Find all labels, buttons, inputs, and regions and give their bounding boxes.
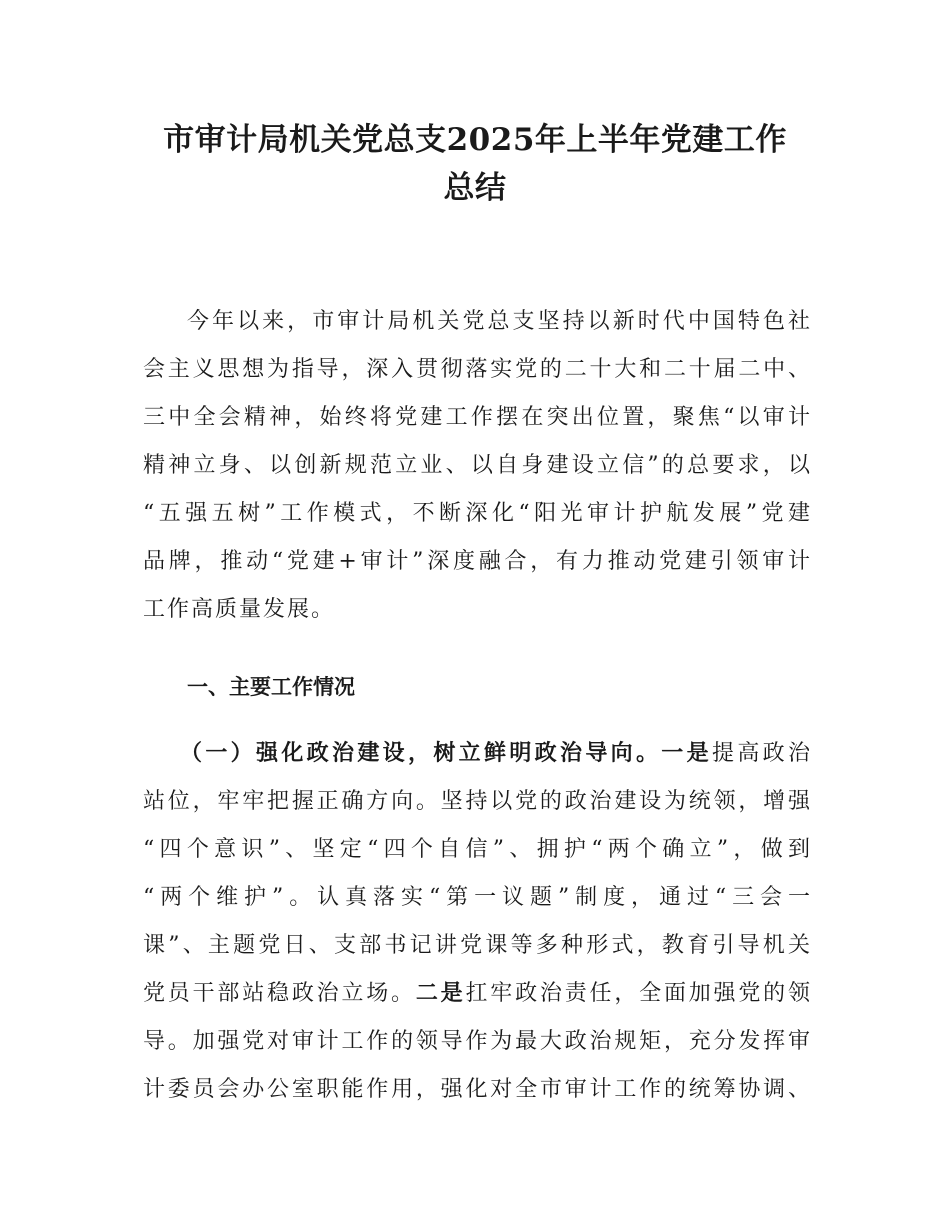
- paragraph-line: “五强五树”工作模式，不断深化“阳光审计护航发展”党建: [143, 501, 810, 526]
- paragraph-line: “四个意识”、坚定“四个自信”、拥护“两个确立”，做到: [143, 837, 810, 862]
- document-title-line-2: 总结: [443, 170, 507, 206]
- paragraph-line: [180, 730, 810, 778]
- paragraph-line: 会主义思想为指导，深入贯彻落实党的二十大和二十届二中、: [143, 357, 810, 382]
- paragraph-line: [143, 970, 810, 1018]
- paragraph-line: “两个维护”。认真落实“第一议题”制度，通过“三会一: [143, 885, 810, 910]
- paragraph-line: 站位，牢牢把握正确方向。坚持以党的政治建设为统领，增强: [143, 789, 810, 814]
- section-heading: 一、主要工作情况: [187, 675, 355, 699]
- paragraph-line: 工作高质量发展。: [143, 597, 336, 622]
- paragraph-line: 计委员会办公室职能作用，强化对全市审计工作的统筹协调、: [143, 1077, 810, 1102]
- paragraph-line: 品牌，推动“党建+审计”深度融合，有力推动党建引领审计: [143, 549, 810, 574]
- paragraph-line: 课”、主题党日、支部书记讲党课等多种形式，教育引导机关: [143, 933, 810, 958]
- emphasis-text: 二是: [415, 981, 466, 1006]
- paragraph-line: 三中全会精神，始终将党建工作摆在突出位置，聚焦“以审计: [143, 405, 810, 430]
- paragraph-text: 扛牢政治责任，全面加强党的领: [465, 981, 810, 1006]
- subsection-heading: （一）强化政治建设，树立鲜明政治导向。一是: [180, 741, 712, 766]
- paragraph-line: 导。加强党对审计工作的领导作为最大政治规矩，充分发挥审: [143, 1029, 810, 1054]
- paragraph-text: 党员干部站稳政治立场。: [143, 981, 416, 1006]
- paragraph-text: 提高政治: [711, 741, 810, 766]
- document-title-line-1: 市审计局机关党总支2025年上半年党建工作: [163, 122, 787, 158]
- paragraph-line: 精神立身、以创新规范立业、以自身建设立信”的总要求，以: [143, 453, 810, 478]
- paragraph-line: 今年以来，市审计局机关党总支坚持以新时代中国特色社: [187, 309, 810, 334]
